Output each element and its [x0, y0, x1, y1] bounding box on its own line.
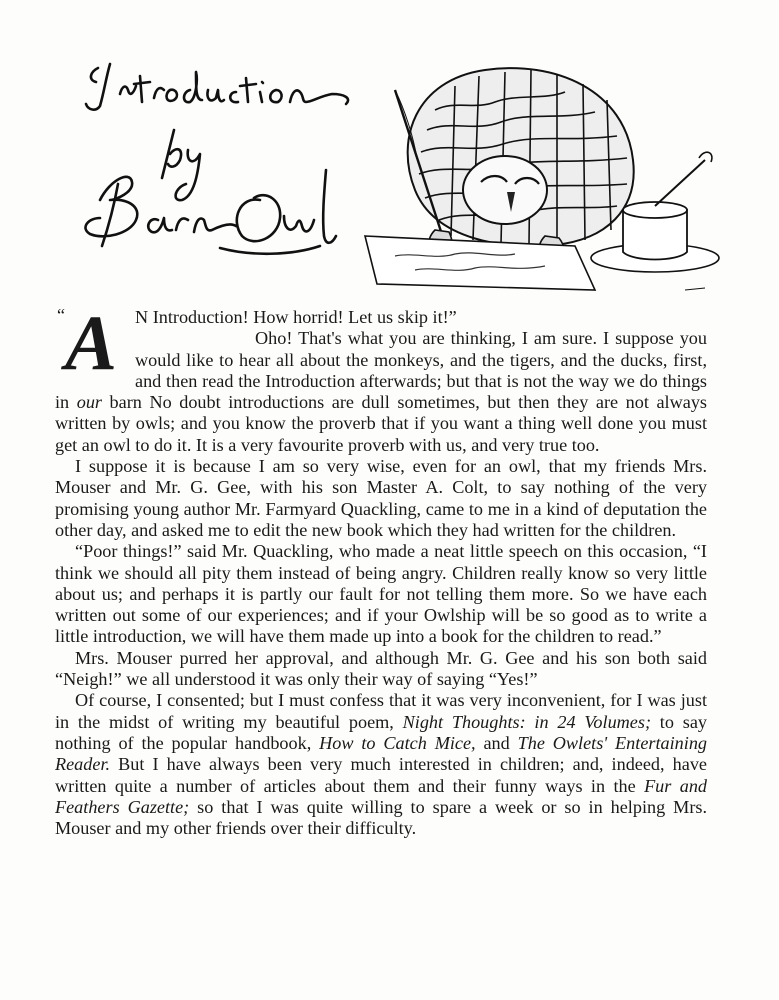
- paragraph-text: barn No doubt introductions are dull sometimes, but then they are not always written by owls; and you know the proverb that if you want a thing well done you must get an owl to do it. It is a very favourite proverb with us, and very true too.: [55, 392, 707, 455]
- handwritten-title: [70, 50, 370, 270]
- emphasis: our: [76, 392, 102, 413]
- paragraph-4: [55, 541, 707, 647]
- paragraph-text: Mrs. Mouser purred her approval, and although Mr. G. Gee and his son both said “Neigh!” we all understood it was only their way of saying “Yes!”: [55, 647, 707, 690]
- paragraph-6: [55, 690, 707, 839]
- book-title: Night Thoughts: in 24 Volumes;: [402, 711, 652, 732]
- introduction-body: [55, 299, 708, 839]
- paragraph-text: But I have always been very much interested in children; and, indeed, have written quite a number of articles about them and their funny ways in the: [55, 754, 707, 796]
- paragraph-text: so that I was quite willing to spare a week or so in helping Mrs. Mouser and my other friends over their difficulty.: [55, 796, 707, 839]
- paragraph-2: [55, 328, 707, 456]
- owl-drawing: [355, 40, 725, 305]
- book-title: Fur and Feathers Gazette;: [55, 775, 708, 817]
- drop-cap: A: [65, 299, 118, 386]
- paragraph-text: to say nothing of the popular handbook,: [55, 711, 707, 753]
- book-title: The Owlets' Entertaining Reader.: [55, 732, 708, 775]
- book-title: How to Catch Mice,: [319, 732, 476, 753]
- paragraph-text: Of course, I consented; but I must confess that it was very inconvenient, for I was just in the midst of writing my beautiful poem,: [55, 690, 707, 732]
- paragraph-text: and: [475, 732, 518, 753]
- opening-quote: “: [57, 305, 65, 325]
- title-calligraphy: [70, 50, 370, 270]
- owl-icon: [408, 68, 634, 246]
- small-cap-letter: N: [135, 307, 149, 327]
- paragraph-text: Oho! That's what you are thinking, I am sure. I suppose you would like to hear all about the monkeys, and the tigers, and the ducks, first, and then read the Introduction afterwards; but that is not the way we do things in: [55, 328, 707, 413]
- paragraph-text: Introduction! How horrid! Let us skip it!”: [148, 307, 457, 327]
- paragraph-text: I suppose it is because I am so very wise, even for an owl, that my friends Mrs. Mouser and Mr. G. Gee, with his son Master A. Colt, to say nothing of the very promising young author Mr. Farmyard Quackling, came to me in a kind of deputation the other day, and asked me to edit the new book which they had written for the children.: [55, 456, 707, 540]
- paragraph-5: [55, 648, 707, 691]
- paragraph-3: [55, 456, 707, 541]
- paragraph-text: “Poor things!” said Mr. Quackling, who made a neat little speech on this occasion, “I think we should all pity them instead of being angry. Children really know so very little about us; and perhaps it is partly our fault for not telling them more. So we have each written out some of our experiences; and if your Owlship will be so good as to write a little introduction, we will have them made up into a book for the children to read.”: [55, 541, 707, 647]
- owl-writing-illustration: [355, 40, 725, 305]
